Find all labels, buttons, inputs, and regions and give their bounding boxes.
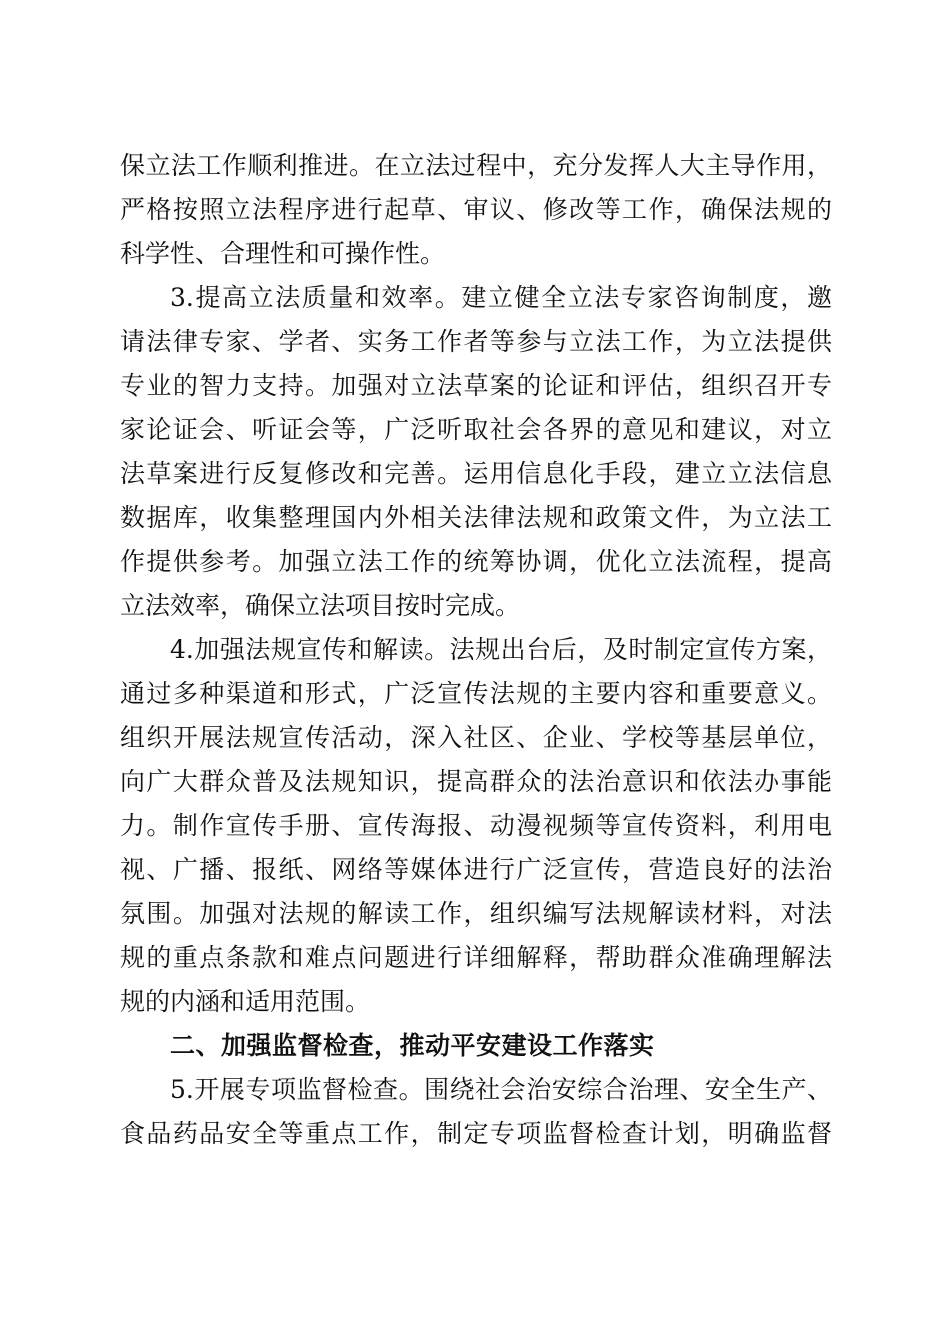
paragraph-line: 规的重点条款和难点问题进行详细解释，帮助群众准确理解法 xyxy=(120,943,832,972)
paragraph-line: 科学性、合理性和可操作性。 xyxy=(120,239,446,268)
paragraph-line: 规的内涵和适用范围。 xyxy=(120,987,371,1016)
item-3-heading-line: 3.提高立法质量和效率。建立健全立法专家咨询制度，邀 xyxy=(170,283,832,312)
paragraph-line: 氛围。加强对法规的解读工作，组织编写法规解读材料，对法 xyxy=(120,899,832,928)
paragraph-line: 保立法工作顺利推进。在立法过程中，充分发挥人大主导作用， xyxy=(120,151,832,180)
paragraph-line: 立法效率，确保立法项目按时完成。 xyxy=(120,591,521,620)
paragraph-line: 力。制作宣传手册、宣传海报、动漫视频等宣传资料，利用电 xyxy=(120,811,832,840)
section-heading: 二、加强监督检查，推动平安建设工作落实 xyxy=(170,1031,655,1060)
paragraph-line: 家论证会、听证会等，广泛听取社会各界的意见和建议，对立 xyxy=(120,415,832,444)
paragraph-line: 作提供参考。加强立法工作的统筹协调，优化立法流程，提高 xyxy=(120,547,832,576)
paragraph-line: 请法律专家、学者、实务工作者等参与立法工作，为立法提供 xyxy=(120,327,832,356)
item-5-heading-line: 5.开展专项监督检查。围绕社会治安综合治理、安全生产、 xyxy=(170,1075,832,1104)
paragraph-line: 法草案进行反复修改和完善。运用信息化手段，建立立法信息 xyxy=(120,459,832,488)
paragraph-line: 数据库，收集整理国内外相关法律法规和政策文件，为立法工 xyxy=(120,503,832,532)
paragraph-line: 通过多种渠道和形式，广泛宣传法规的主要内容和重要意义。 xyxy=(120,679,832,708)
paragraph-line: 向广大群众普及法规知识，提高群众的法治意识和依法办事能 xyxy=(120,767,832,796)
paragraph-line: 食品药品安全等重点工作，制定专项监督检查计划，明确监督 xyxy=(120,1119,832,1148)
paragraph-line: 专业的智力支持。加强对立法草案的论证和评估，组织召开专 xyxy=(120,371,832,400)
item-4-heading-line: 4.加强法规宣传和解读。法规出台后，及时制定宣传方案， xyxy=(170,635,832,664)
paragraph-line: 视、广播、报纸、网络等媒体进行广泛宣传，营造良好的法治 xyxy=(120,855,832,884)
paragraph-line: 严格按照立法程序进行起草、审议、修改等工作，确保法规的 xyxy=(120,195,832,224)
paragraph-line: 组织开展法规宣传活动，深入社区、企业、学校等基层单位， xyxy=(120,723,832,752)
